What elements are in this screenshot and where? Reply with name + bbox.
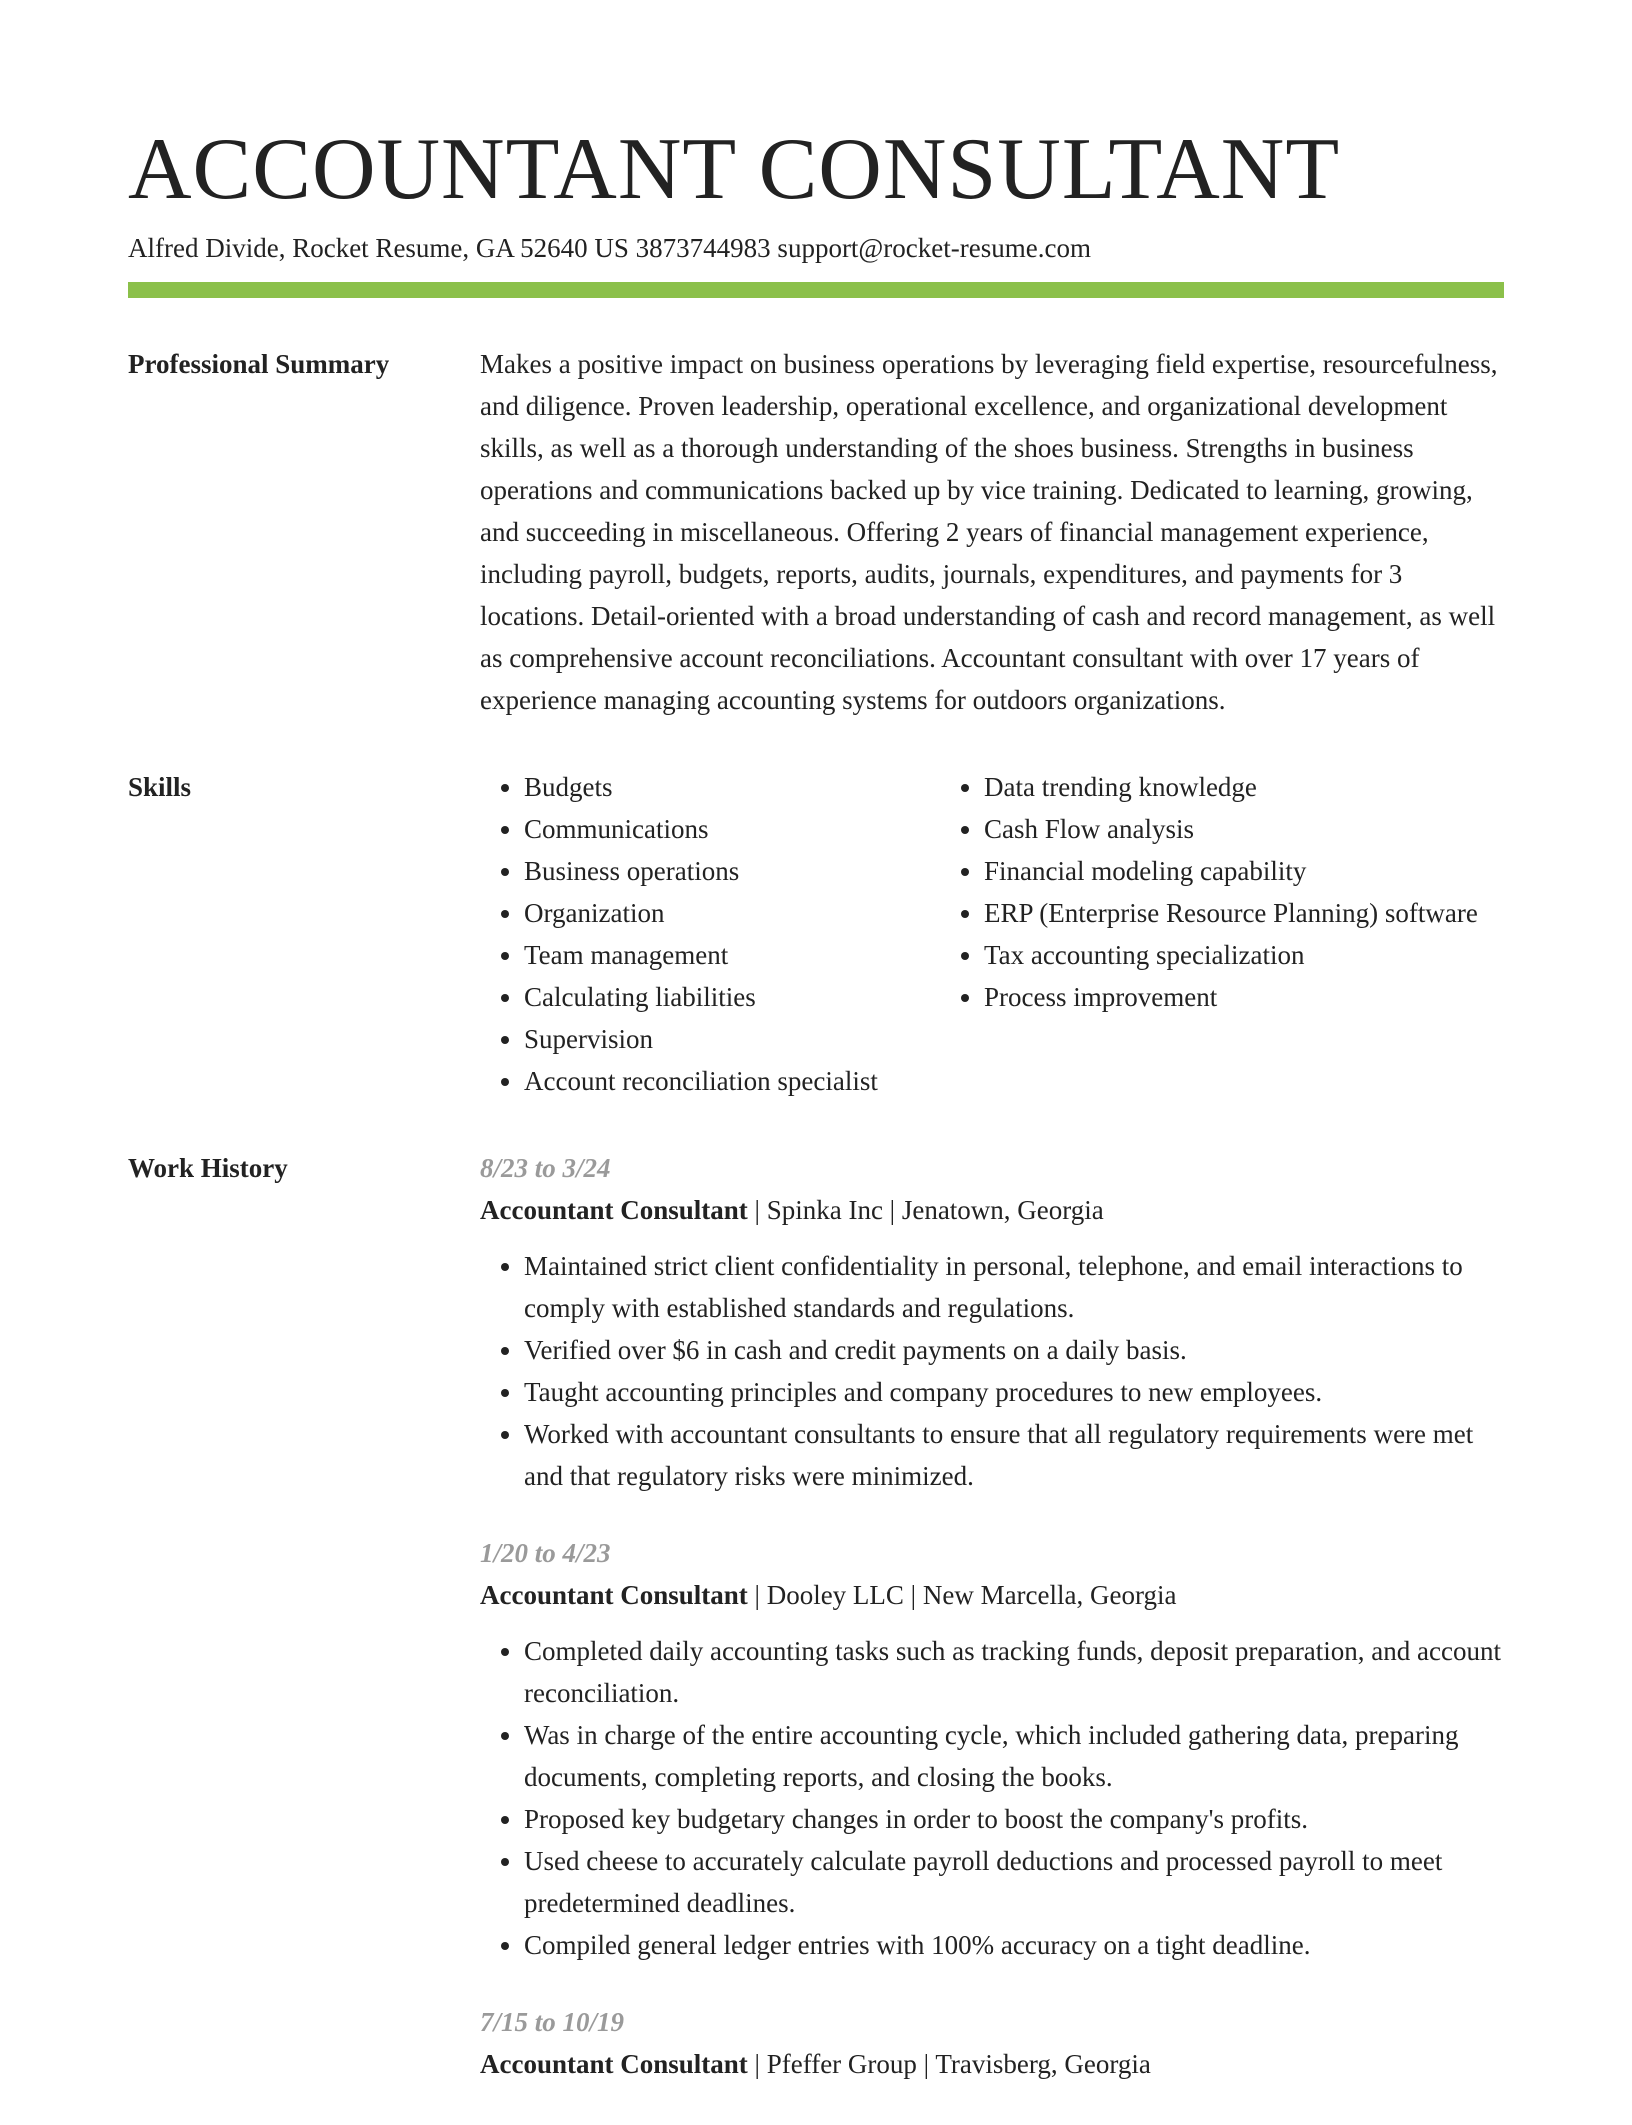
job-dates: 1/20 to 4/23 <box>480 1538 611 1568</box>
skills-body <box>480 771 1504 1102</box>
skill-item: • Cash Flow analysis <box>984 808 1480 850</box>
job-bullet: • Compiled general ledger entries with 100% accuracy on a tight deadline. <box>524 1924 1504 1966</box>
contact-line: Alfred Divide, Rocket Resume, GA 52640 US 3873744983 support@rocket-resume.com <box>128 233 1091 263</box>
job-bullet: • Used cheese to accurately calculate payroll deductions and processed payroll to meet predetermined deadlines. <box>524 1840 1504 1924</box>
skill-item: • ERP (Enterprise Resource Planning) software <box>984 892 1480 934</box>
job-entry <box>480 1147 1504 1497</box>
job-employer-location: | Spinka Inc | Jenatown, Georgia <box>747 1195 1104 1225</box>
skill-item: • Communications <box>524 808 940 850</box>
skills-list-right <box>940 766 1480 1102</box>
job-bullet: • Worked with accountant consultants to ensure that all regulatory requirements were met and that regulatory risks were minimized. <box>524 1413 1504 1497</box>
skill-item: • Budgets <box>524 766 940 808</box>
summary-text: Makes a positive impact on business operations by leveraging field expertise, resourcefulness, and diligence. Proven leadership, operational excellence, and organizational development skills, as well as a thorough understanding of the shoes business. Strengths in business operations and communications backed up by vice training. Dedicated to learning, growing, and succeeding in miscellaneous. Offering 2 years of financial management experience, including payroll, budgets, reports, audits, journals, expenditures, and payments for 3 locations. Detail-oriented with a broad understanding of cash and record management, as well as comprehensive account reconciliations. Accountant consultant with over 17 years of experience managing accounting systems for outdoors organizations. <box>480 349 1498 715</box>
work-history-section <box>128 1152 1504 2125</box>
header-divider <box>128 282 1504 298</box>
work-history-label: Work History <box>128 1153 288 1183</box>
summary-label: Professional Summary <box>128 349 390 379</box>
skills-label: Skills <box>128 772 192 802</box>
job-dates: 7/15 to 10/19 <box>480 2007 625 2037</box>
skills-columns <box>480 766 1504 1102</box>
job-employer-location: | Pfeffer Group | Travisberg, Georgia <box>747 2049 1151 2079</box>
job-bullet: • Proposed key budgetary changes in order to boost the company's profits. <box>524 1798 1504 1840</box>
job-bullet: • Verified over $6 in cash and credit payments on a daily basis. <box>524 1329 1504 1371</box>
job-heading <box>480 2043 1504 2085</box>
summary-body <box>480 348 1504 721</box>
job-bullet: • Completed daily accounting tasks such as tracking funds, deposit preparation, and account reconciliation. <box>524 1630 1504 1714</box>
job-title: Accountant Consultant <box>480 1580 748 1610</box>
job-dates: 8/23 to 3/24 <box>480 1153 611 1183</box>
job-bullet: • Was in charge of the entire accounting cycle, which included gathering data, preparing documents, completing reports, and closing the books. <box>524 1714 1504 1798</box>
job-title: Accountant Consultant <box>480 1195 748 1225</box>
job-entry <box>480 1532 1504 1966</box>
work-history-body <box>480 1152 1504 2125</box>
job-entry <box>480 2001 1504 2085</box>
skills-section <box>128 771 1504 1102</box>
job-employer-location: | Dooley LLC | New Marcella, Georgia <box>747 1580 1177 1610</box>
job-title: Accountant Consultant <box>480 2049 748 2079</box>
skill-item: • Supervision <box>524 1018 940 1060</box>
skill-item: • Tax accounting specialization <box>984 934 1480 976</box>
skill-item: • Financial modeling capability <box>984 850 1480 892</box>
summary-section <box>128 348 1504 721</box>
skill-item: • Process improvement <box>984 976 1480 1018</box>
skill-item: • Calculating liabilities <box>524 976 940 1018</box>
job-bullet: • Taught accounting principles and company procedures to new employees. <box>524 1371 1504 1413</box>
skill-item: • Data trending knowledge <box>984 766 1480 808</box>
job-heading <box>480 1574 1504 1616</box>
resume-name: ACCOUNTANT CONSULTANT <box>128 121 1341 218</box>
skills-list-left <box>480 766 940 1102</box>
skill-item: • Team management <box>524 934 940 976</box>
skill-item: • Organization <box>524 892 940 934</box>
job-heading <box>480 1189 1504 1231</box>
job-bullets <box>480 1630 1504 1966</box>
job-bullets <box>480 1245 1504 1497</box>
job-bullet: • Maintained strict client confidentiality in personal, telephone, and email interactions to comply with established standards and regulations. <box>524 1245 1504 1329</box>
skill-item: • Account reconciliation specialist <box>524 1060 940 1102</box>
skill-item: • Business operations <box>524 850 940 892</box>
